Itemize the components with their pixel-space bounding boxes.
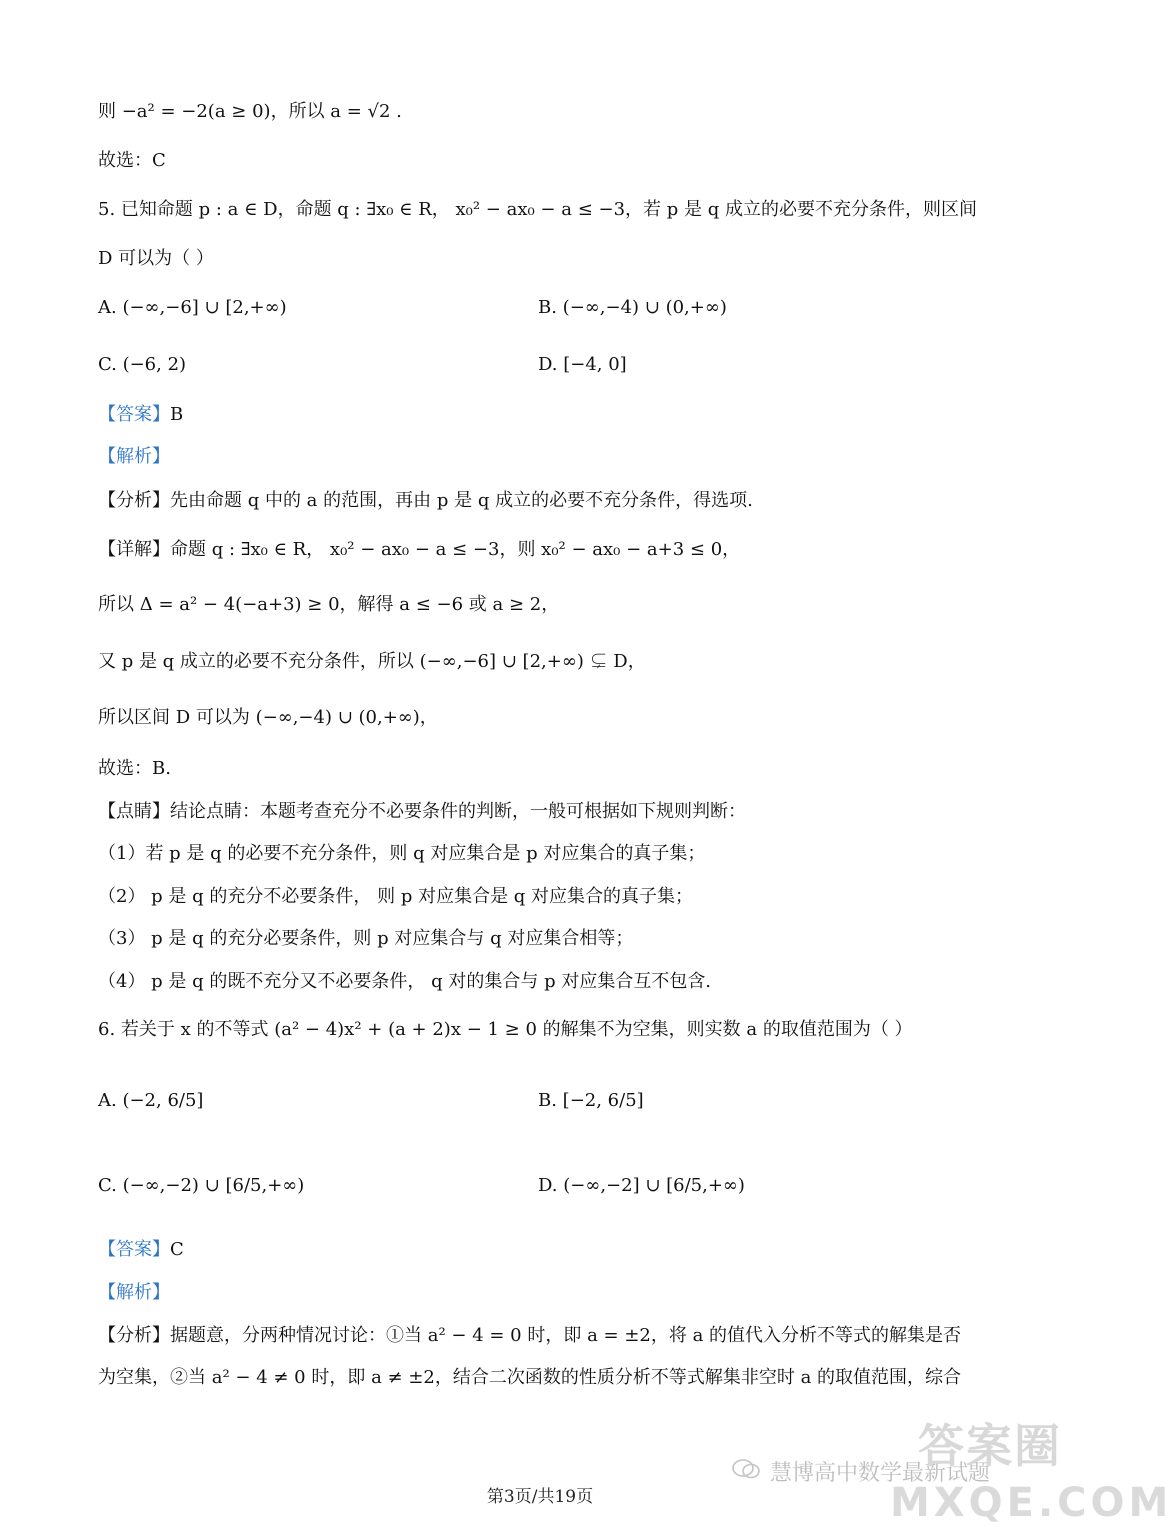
fenxi-tag: 【分析】 [98, 1325, 170, 1346]
question-5: 5. 已知命题 p : a ∈ D，命题 q : ∃x₀ ∈ R， x₀² − ax₀ − a ≤ −3，若 p 是 q 成立的必要不充分条件，则区间 [98, 199, 977, 220]
dianjing-tag: 【点睛】 [98, 801, 170, 822]
question-5-cont: D 可以为（ ） [98, 248, 214, 269]
option-d: D. (−∞,−2] ∪ [6/5,+∞) [538, 1175, 745, 1196]
fenxi-line [98, 1322, 990, 1350]
fenxi-tag: 【分析】 [98, 490, 170, 511]
page-footer: 第3页/共19页 [486, 1487, 594, 1507]
question-6: 6. 若关于 x 的不等式 (a² − 4)x² + (a + 2)x − 1 ≥ 0 的解集不为空集，则实数 a 的取值范围为（ ） [98, 1019, 913, 1040]
rule-item: （4） p 是 q 的既不充分又不必要条件， q 对的集合与 p 对应集合互不包含. [98, 971, 712, 992]
xiangjie-text: 命题 q : ∃x₀ ∈ R， x₀² − ax₀ − a ≤ −3，则 x₀² − ax₀ − a+3 ≤ 0， [170, 539, 741, 560]
option-d: D. [−4, 0] [538, 354, 627, 375]
text-line: 又 p 是 q 成立的必要不充分条件，所以 (−∞,−6] ∪ [2,+∞) ⊊ D， [98, 651, 646, 672]
analysis-tag: 【解析】 [98, 446, 170, 467]
watermark-site: MXQE.COM [890, 1480, 1172, 1526]
watermark [730, 1419, 1172, 1526]
rule-item: （3） p 是 q 的充分必要条件，则 p 对应集合与 q 对应集合相等； [98, 928, 634, 949]
watermark-text: 慧博高中数学最新试题 [770, 1461, 991, 1486]
rule-item: （1）若 p 是 q 的必要不充分条件，则 q 对应集合是 p 对应集合的真子集； [98, 843, 706, 864]
analysis-heading [98, 1279, 990, 1307]
text-line: 故选：C [98, 150, 166, 171]
fenxi-text: 据题意，分两种情况讨论：①当 a² − 4 = 0 时，即 a = ±2，将 a 的值代入分析不等式的解集是否 [170, 1325, 962, 1346]
text-line: 所以 Δ = a² − 4(−a+3) ≥ 0，解得 a ≤ −6 或 a ≥ 2， [98, 594, 560, 615]
answer-tag: 【答案】 [98, 1239, 170, 1260]
xiangjie-line [98, 536, 990, 564]
answer-value: B [170, 404, 184, 425]
xiangjie-tag: 【详解】 [98, 539, 170, 560]
analysis-heading [98, 443, 990, 471]
text-line: 所以区间 D 可以为 (−∞,−4) ∪ (0,+∞)， [98, 707, 438, 728]
option-c: C. (−∞,−2) ∪ [6/5,+∞) [98, 1175, 305, 1196]
text-line: 则 −a² = −2(a ≥ 0)，所以 a = √2 . [98, 101, 402, 122]
chat-bubble-icon [732, 1458, 760, 1480]
rule-item: （2） p 是 q 的充分不必要条件， 则 p 对应集合是 q 对应集合的真子集； [98, 886, 694, 907]
answer-value: C [170, 1239, 184, 1260]
option-a: A. (−∞,−6] ∪ [2,+∞) [98, 297, 287, 318]
dianjing-text: 结论点睛：本题考查充分不必要条件的判断，一般可根据如下规则判断： [170, 801, 746, 822]
text-line: 故选：B. [98, 758, 171, 779]
analysis-tag: 【解析】 [98, 1282, 170, 1303]
fenxi-line [98, 487, 990, 515]
answer-tag: 【答案】 [98, 404, 170, 425]
option-a: A. (−2, 6/5] [98, 1090, 204, 1111]
option-b: B. (−∞,−4) ∪ (0,+∞) [538, 297, 727, 318]
fenxi-text: 先由命题 q 中的 a 的范围，再由 p 是 q 成立的必要不充分条件，得选项. [170, 490, 753, 511]
dianjing-line [98, 798, 990, 826]
answer-line [98, 401, 990, 429]
answer-line [98, 1236, 990, 1264]
option-c: C. (−6, 2) [98, 354, 187, 375]
option-b: B. [−2, 6/5] [538, 1090, 644, 1111]
watermark-stamp: 答案圈 [918, 1419, 1062, 1473]
text-line: 为空集，②当 a² − 4 ≠ 0 时，即 a ≠ ±2，结合二次函数的性质分析不等式解集非空时 a 的取值范围，综合 [98, 1367, 962, 1388]
